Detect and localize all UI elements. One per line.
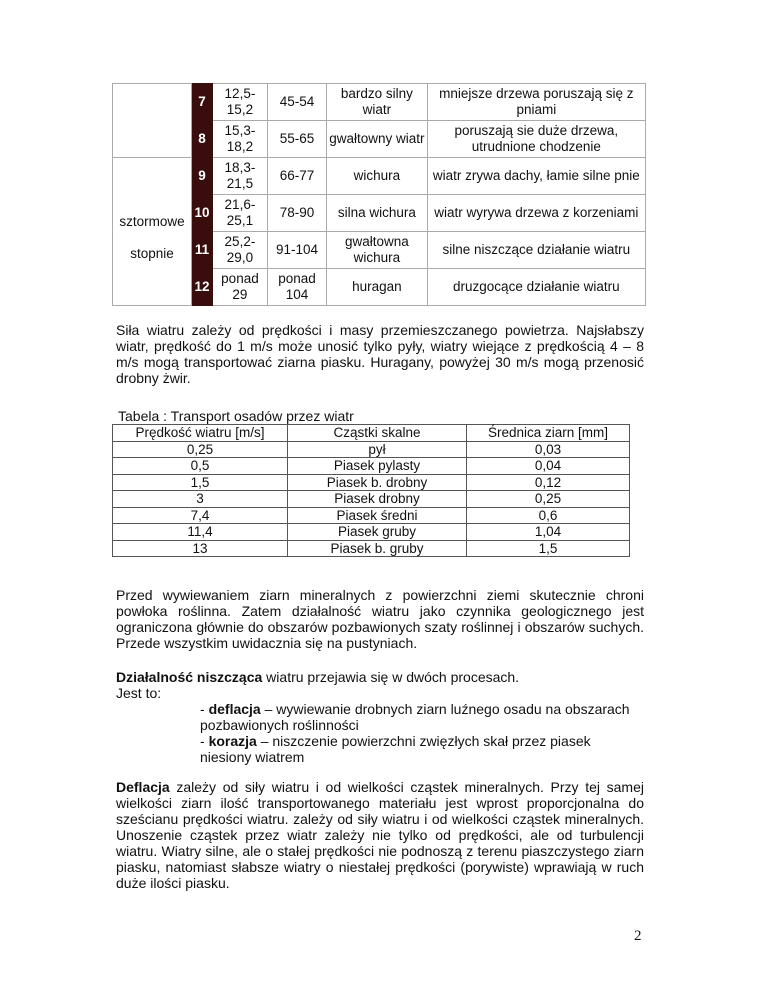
text: zależy od siły wiatru i od wielkości cząstek mineralnych. Przy tej samej wielkości ziarn ilość transportowanego materiału jest wprost proporcjonalna do sześcianu prędkości wiatru. zależy od siły wiatru i od wielkości cząstek mineralnych. Unoszenie cząstek przez wiatr zależy nie tylko od prędkości, ale od turbulencji wiatru. Wiatry silne, ale o stałej prędkości nie podnoszą z terenu piaszczystego ziarn piasku, natomiast słabsze wiatry o niestałej prędkości (porywiste) wprawiają w ruch duże ilości piasku. bbox=[116, 779, 644, 891]
group-cell bbox=[113, 84, 192, 158]
speed-kmh: 55-65 bbox=[267, 121, 326, 158]
wind-name: gwałtowny wiatr bbox=[327, 121, 428, 158]
speed-ms: 25,2-29,0 bbox=[213, 232, 268, 269]
bold-term: Deflacja bbox=[116, 779, 170, 795]
grain-diameter-cell: 0,12 bbox=[467, 474, 630, 491]
paragraph-destructive-activity bbox=[116, 669, 644, 701]
process-list bbox=[200, 701, 640, 765]
speed-ms: 21,6-25,1 bbox=[213, 195, 268, 232]
wind-effect: mniejsze drzewa poruszają się z pniami bbox=[427, 84, 645, 121]
wind-effect: wiatr zrywa dachy, łamie silne pnie bbox=[427, 158, 645, 195]
table-row bbox=[113, 121, 646, 158]
wind-effect: wiatr wyrywa drzewa z korzeniami bbox=[427, 195, 645, 232]
grain-diameter-cell: 0,04 bbox=[467, 458, 630, 475]
group-label bbox=[113, 158, 192, 306]
text: wiatru przejawia się w dwóch procesach. bbox=[262, 669, 520, 685]
grain-diameter-cell: 0,03 bbox=[467, 441, 630, 458]
particle-type-cell: Piasek drobny bbox=[288, 491, 467, 508]
speed-kmh: 91-104 bbox=[267, 232, 326, 269]
speed-ms: 18,3-21,5 bbox=[213, 158, 268, 195]
table-row bbox=[113, 524, 630, 541]
grain-diameter-cell: 1,04 bbox=[467, 524, 630, 541]
definition: – niszczenie powierzchni zwięzłych skał przez piasek niesiony wiatrem bbox=[200, 733, 591, 765]
particle-type-cell: Piasek pylasty bbox=[288, 458, 467, 475]
grain-diameter-cell: 0,6 bbox=[467, 507, 630, 524]
column-header: Średnica ziarn [mm] bbox=[467, 425, 630, 442]
table-row bbox=[113, 458, 630, 475]
wind-speed-cell: 13 bbox=[113, 540, 288, 557]
sediment-transport-table bbox=[112, 424, 630, 557]
scale-number: 11 bbox=[192, 232, 213, 269]
particle-type-cell: Piasek średni bbox=[288, 507, 467, 524]
wind-name: wichura bbox=[327, 158, 428, 195]
speed-kmh: ponad 104 bbox=[267, 269, 326, 306]
term: korazja bbox=[208, 733, 257, 749]
particle-type-cell: Piasek b. gruby bbox=[288, 540, 467, 557]
table-row bbox=[113, 269, 646, 306]
scale-number: 8 bbox=[192, 121, 213, 158]
table-row bbox=[113, 84, 646, 121]
wind-name: huragan bbox=[327, 269, 428, 306]
group-label-line2: stopnie bbox=[130, 246, 174, 261]
text: Jest to: bbox=[116, 685, 162, 701]
table-row bbox=[113, 195, 646, 232]
wind-effect: silne niszczące działanie wiatru bbox=[427, 232, 645, 269]
speed-ms: ponad 29 bbox=[213, 269, 268, 306]
definition: – wywiewanie drobnych ziarn luźnego osadu na obszarach pozbawionych roślinności bbox=[200, 701, 630, 733]
wind-speed-cell: 11,4 bbox=[113, 524, 288, 541]
dash: - bbox=[200, 701, 209, 717]
beaufort-scale-table bbox=[112, 83, 646, 306]
column-header: Cząstki skalne bbox=[288, 425, 467, 442]
bold-term: Działalność niszcząca bbox=[116, 669, 263, 685]
wind-name: bardzo silny wiatr bbox=[327, 84, 428, 121]
speed-ms: 12,5-15,2 bbox=[213, 84, 268, 121]
paragraph-vegetation: Przed wywiewaniem ziarn mineralnych z powierzchni ziemi skutecznie chroni powłoka roślinna. Zatem działalność wiatru jako czynnika geologicznego jest ograniczona głównie do obszarów pozbawionych szaty roślinnej i obszarów suchych. Przede wszystkim uwidacznia się na pustyniach. bbox=[116, 587, 644, 651]
wind-name: silna wichura bbox=[327, 195, 428, 232]
wind-name: gwałtowna wichura bbox=[327, 232, 428, 269]
table-row bbox=[113, 507, 630, 524]
particle-type-cell: Piasek b. drobny bbox=[288, 474, 467, 491]
paragraph-deflation bbox=[116, 779, 644, 891]
wind-effect: druzgocące działanie wiatru bbox=[427, 269, 645, 306]
table-row bbox=[113, 491, 630, 508]
particle-type-cell: Piasek gruby bbox=[288, 524, 467, 541]
speed-kmh: 66-77 bbox=[267, 158, 326, 195]
wind-speed-cell: 0,25 bbox=[113, 441, 288, 458]
table-row bbox=[113, 158, 646, 195]
table-row bbox=[113, 540, 630, 557]
scale-number: 7 bbox=[192, 84, 213, 121]
speed-kmh: 45-54 bbox=[267, 84, 326, 121]
scale-number: 10 bbox=[192, 195, 213, 232]
particle-type-cell: pył bbox=[288, 441, 467, 458]
column-header: Prędkość wiatru [m/s] bbox=[113, 425, 288, 442]
table-caption: Tabela : Transport osadów przez wiatr bbox=[118, 408, 354, 424]
table-header-row bbox=[113, 425, 630, 442]
term: deflacja bbox=[208, 701, 261, 717]
table-row bbox=[113, 232, 646, 269]
grain-diameter-cell: 0,25 bbox=[467, 491, 630, 508]
group-label-line1: sztormowe bbox=[119, 214, 185, 229]
scale-number: 12 bbox=[192, 269, 213, 306]
speed-ms: 15,3-18,2 bbox=[213, 121, 268, 158]
table-row bbox=[113, 474, 630, 491]
speed-kmh: 78-90 bbox=[267, 195, 326, 232]
table-row bbox=[113, 441, 630, 458]
wind-effect: poruszają sie duże drzewa, utrudnione chodzenie bbox=[427, 121, 645, 158]
wind-speed-cell: 1,5 bbox=[113, 474, 288, 491]
dash: - bbox=[200, 733, 209, 749]
list-item bbox=[200, 733, 640, 765]
wind-speed-cell: 3 bbox=[113, 491, 288, 508]
page-number: 2 bbox=[634, 928, 642, 944]
scale-number: 9 bbox=[192, 158, 213, 195]
list-item bbox=[200, 701, 640, 733]
wind-speed-cell: 7,4 bbox=[113, 507, 288, 524]
wind-speed-cell: 0,5 bbox=[113, 458, 288, 475]
paragraph-wind-force: Siła wiatru zależy od prędkości i masy przemieszczanego powietrza. Najsłabszy wiatr, prędkość do 1 m/s może unosić tylko pyły, wiatry wiejące z prędkością 4 – 8 m/s mogą transportować ziarna piasku. Huragany, powyżej 30 m/s mogą przenosić drobny żwir. bbox=[116, 322, 644, 386]
grain-diameter-cell: 1,5 bbox=[467, 540, 630, 557]
